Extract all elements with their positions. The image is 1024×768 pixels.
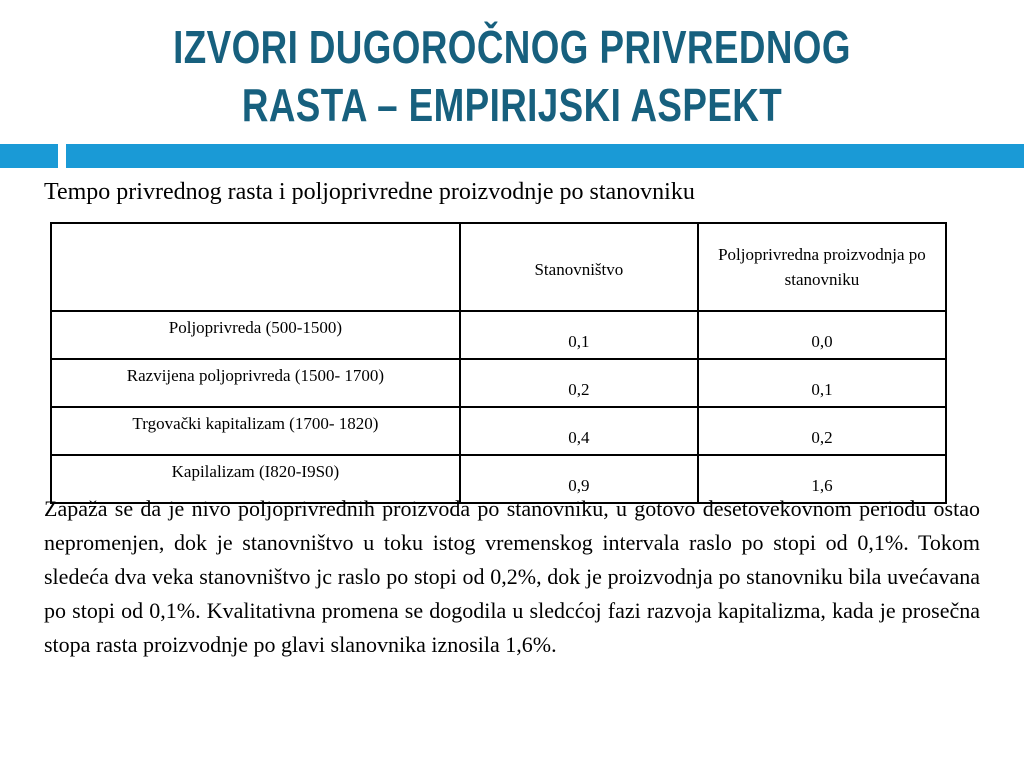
period-cell: Poljoprivreda (500-1500) (51, 311, 460, 359)
growth-table (50, 222, 947, 504)
slide-title-line-2: RASTA – EMPIRIJSKI ASPEKT (241, 79, 783, 131)
slide-title (102, 18, 921, 134)
table-header-row (51, 223, 946, 311)
body-paragraph: Zapaža se da je nivo poljoprivrednih proizvoda po stanovniku, u gotovo desetovekovnom periodu ostao nepromenjen, dok je stanovništvo u toku istog vremenskog intervala raslo po stopi od 0,1%. Tokom sledeća dva veka stanovništvo jc raslo po stopi od 0,2%, dok je proizvodnja po stanovniku bila uvećavana po stopi od 0,1%. Kvalitativna promena se dogodila u sledcćoj fazi razvoja kapitalizma, kada je prosečna stopa rasta proizvodnje po glavi slanovnika iznosila 1,6%. (44, 496, 980, 657)
accent-bar-small (0, 144, 58, 168)
table-row (51, 407, 946, 455)
period-cell: Razvijena poljoprivreda (1500- 1700) (51, 359, 460, 407)
table-row (51, 359, 946, 407)
table-caption: Tempo privrednog rasta i poljoprivredne proizvodnje po stanovniku (44, 179, 695, 205)
slide-title-line-1: IZVORI DUGOROČNOG PRIVREDNOG (173, 21, 851, 73)
production-cell: 1,6 (698, 455, 946, 503)
population-cell: 0,1 (460, 311, 698, 359)
production-cell: 0,0 (698, 311, 946, 359)
production-cell: 0,1 (698, 359, 946, 407)
period-cell: Trgovački kapitalizam (1700- 1820) (51, 407, 460, 455)
population-cell: 0,9 (460, 455, 698, 503)
header-cell-population: Stanovništvo (460, 223, 698, 311)
accent-bar-large (66, 144, 1024, 168)
table-row (51, 311, 946, 359)
population-cell: 0,2 (460, 359, 698, 407)
population-cell: 0,4 (460, 407, 698, 455)
production-cell: 0,2 (698, 407, 946, 455)
header-cell-empty (51, 223, 460, 311)
header-cell-production: Poljoprivredna proizvodnja po stanovniku (698, 223, 946, 311)
period-cell: Kapilalizam (I820-I9S0) (51, 455, 460, 503)
